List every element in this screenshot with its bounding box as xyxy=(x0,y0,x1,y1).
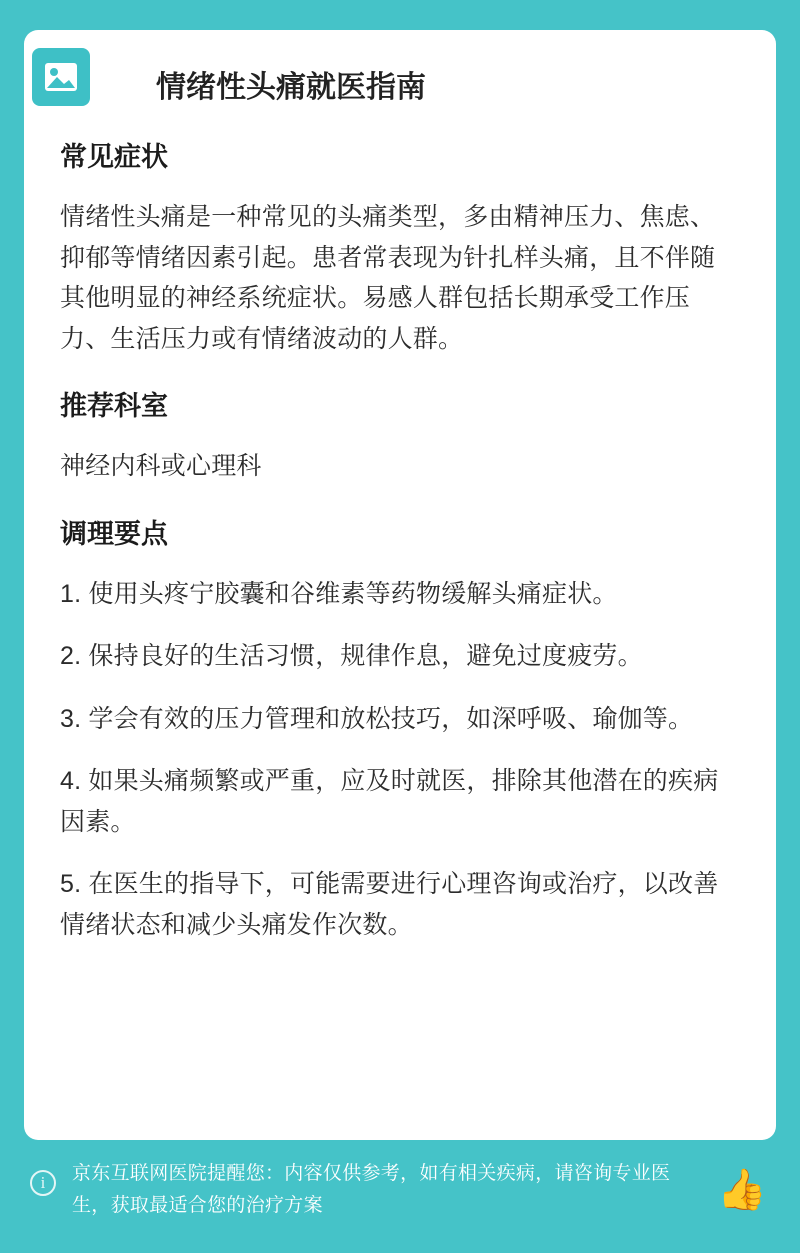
document-image-icon xyxy=(32,48,90,106)
section-heading-department: 推荐科室 xyxy=(60,391,168,422)
advice-list xyxy=(60,574,740,946)
footer-disclaimer xyxy=(24,1158,776,1238)
list-item: 3. 学会有效的压力管理和放松技巧，如深呼吸、瑜伽等。 xyxy=(60,704,694,733)
thumbs-up-icon[interactable]: 👍 xyxy=(717,1168,767,1212)
guide-card xyxy=(24,30,776,1140)
page-title: 情绪性头痛就医指南 xyxy=(156,71,426,104)
list-item: 5. 在医生的指导下，可能需要进行心理咨询或治疗，以改善情绪状态和减少头痛发作次数。 xyxy=(60,870,719,939)
section-heading-advice: 调理要点 xyxy=(60,518,168,549)
disclaimer-text: 京东互联网医院提醒您：内容仅供参考，如有相关疾病，请咨询专业医生，获取最适合您的治疗方案 xyxy=(72,1163,671,1217)
list-item: 1. 使用头疼宁胶囊和谷维素等药物缓解头痛症状。 xyxy=(60,579,618,608)
info-circle-icon: i xyxy=(30,1170,56,1196)
section-heading-symptoms: 常见症状 xyxy=(60,142,168,172)
section-text-department: 神经内科或心理科 xyxy=(60,452,262,481)
list-item: 4. 如果头痛频繁或严重，应及时就医，排除其他潜在的疾病因素。 xyxy=(60,767,719,836)
section-text-symptoms: 情绪性头痛是一种常见的头痛类型，多由精神压力、焦虑、抑郁等情绪因素引起。患者常表现为针扎样头痛，且不伴随其他明显的神经系统症状。易感人群包括长期承受工作压力、生活压力或有情绪波动的人群。 xyxy=(60,203,716,353)
list-item: 2. 保持良好的生活习惯，规律作息，避免过度疲劳。 xyxy=(60,642,643,671)
